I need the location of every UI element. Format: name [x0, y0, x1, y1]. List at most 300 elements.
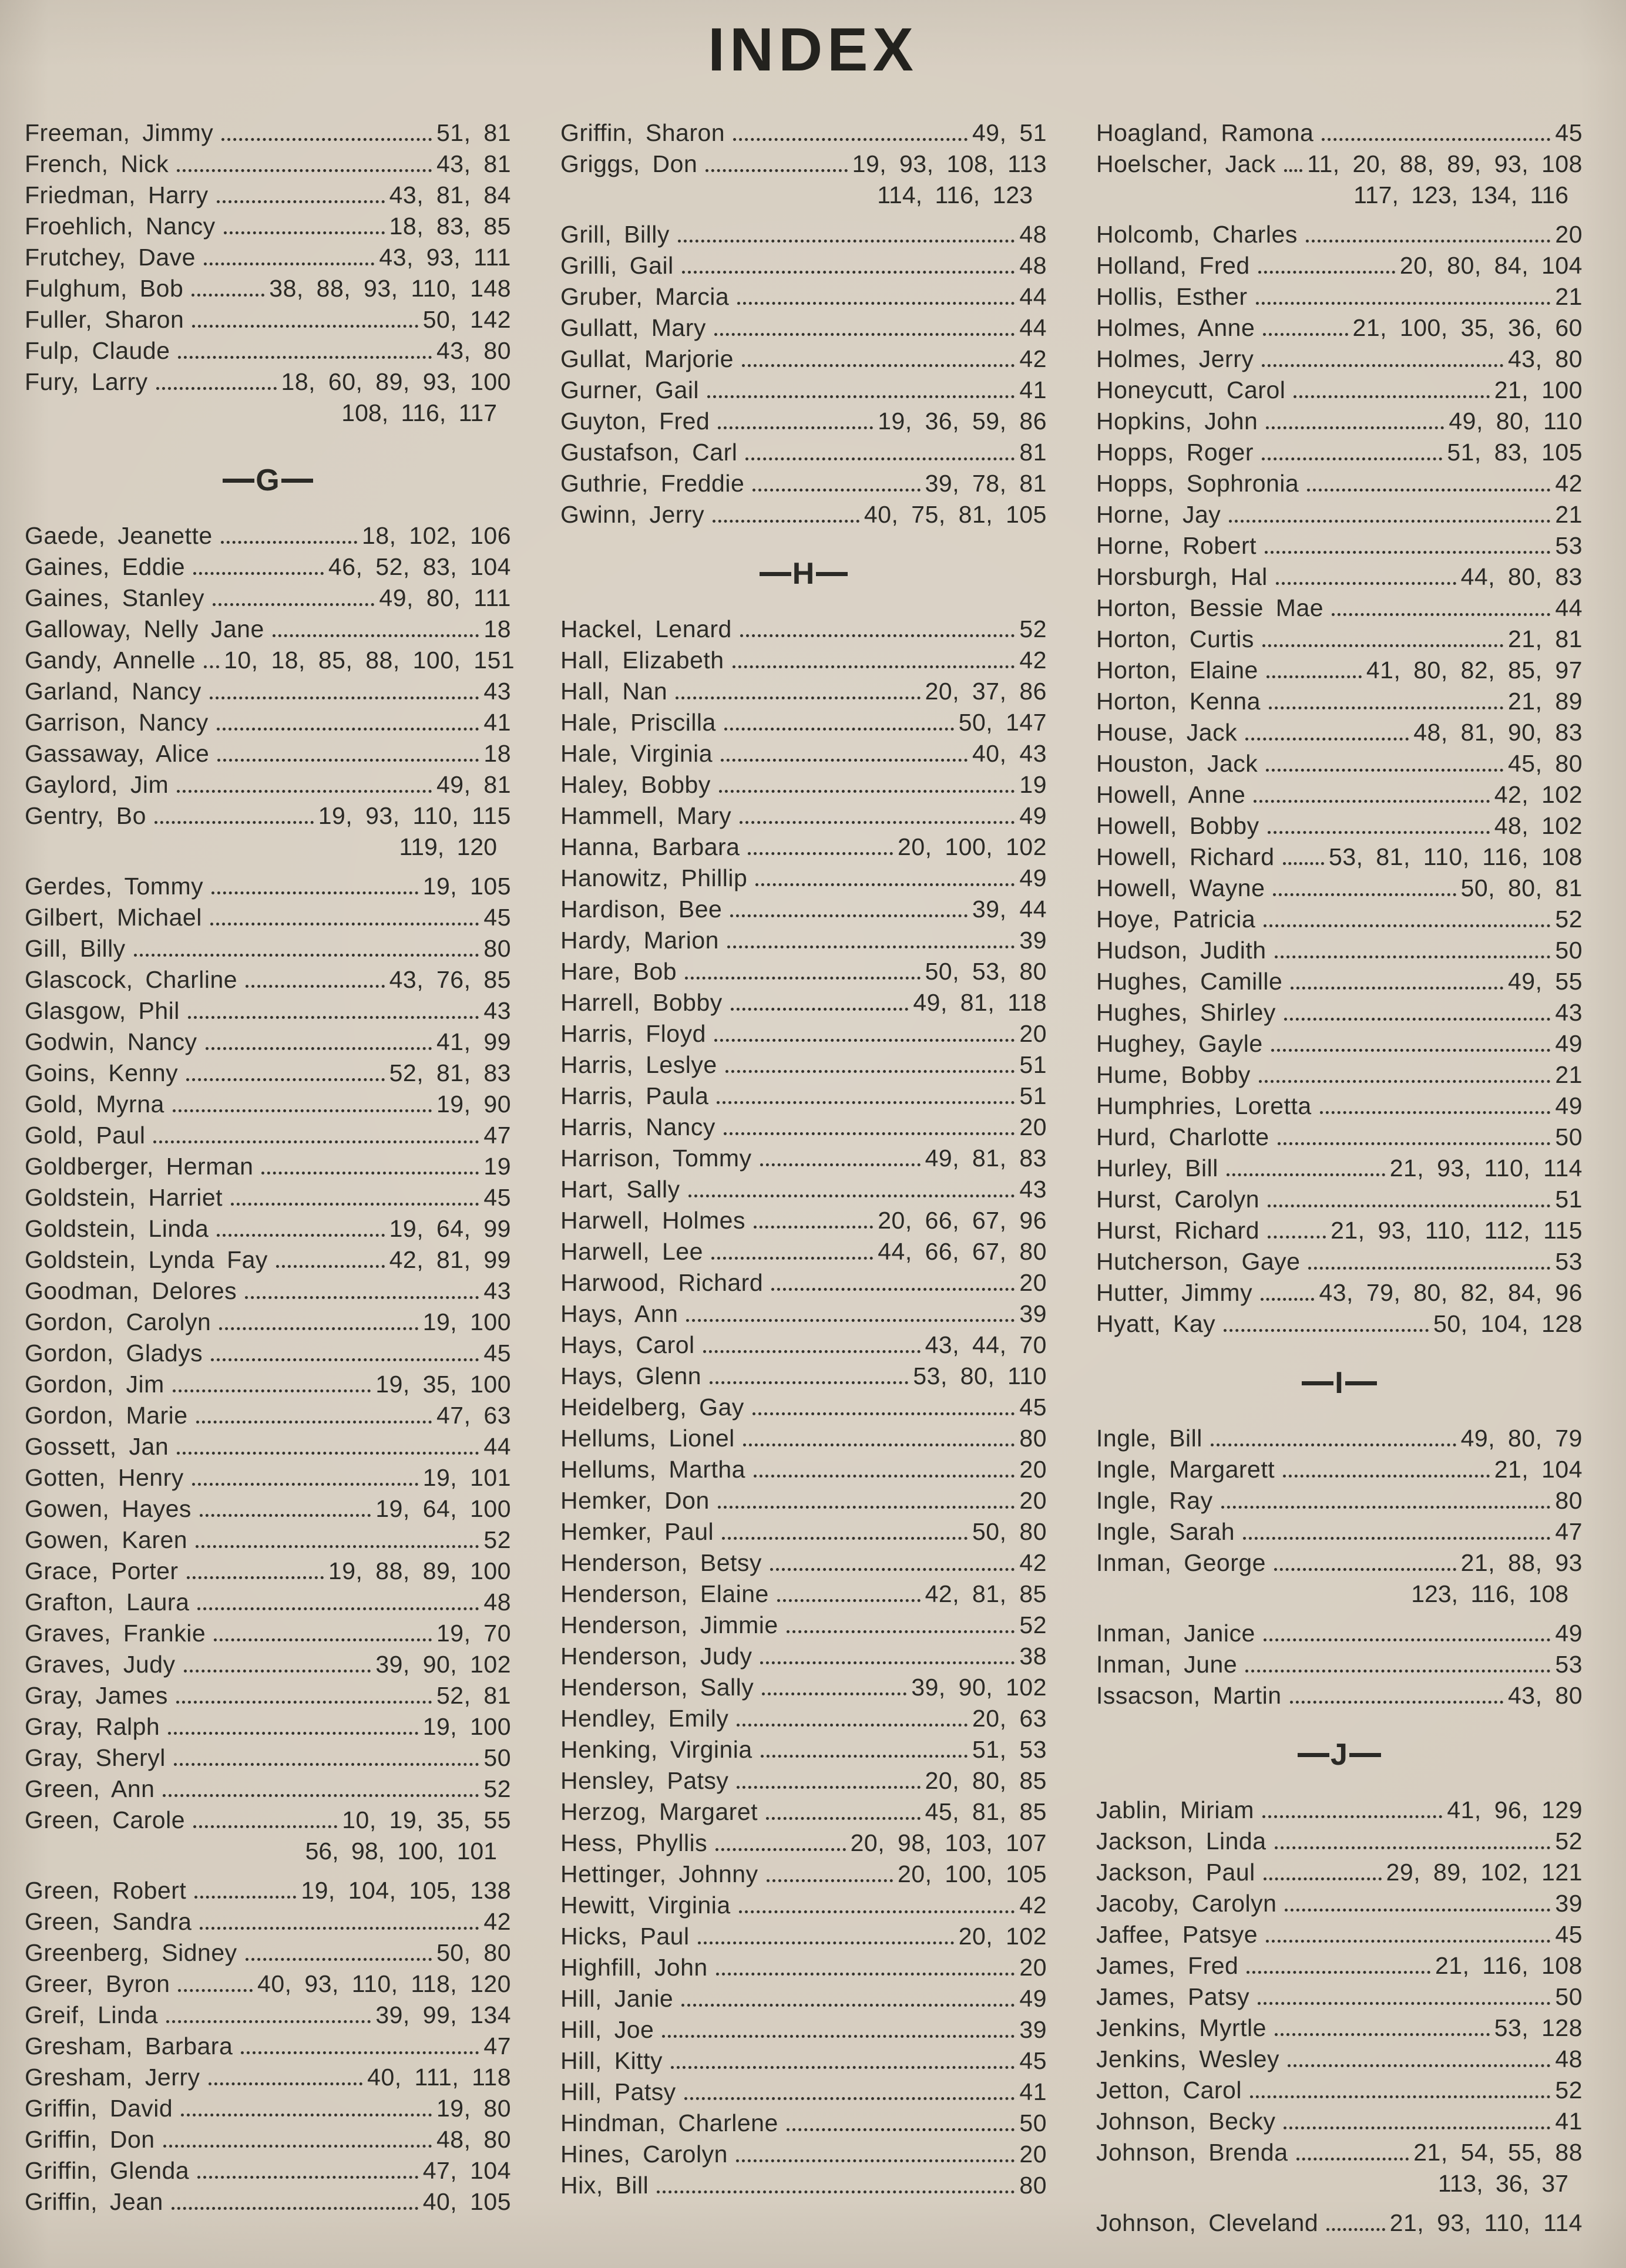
- index-entry: [560, 1082, 1047, 1113]
- entry-name: Hensley, Patsy: [560, 1767, 729, 1794]
- index-entry: [25, 1153, 511, 1184]
- index-entry: [1096, 1620, 1583, 1651]
- index-entry: [25, 1557, 511, 1589]
- index-entry: [560, 1892, 1047, 1923]
- dotted-leader: [711, 1257, 873, 1260]
- dotted-leader: [261, 1172, 479, 1175]
- entry-name: Hanowitz, Phillip: [560, 864, 748, 891]
- index-entry: [560, 1331, 1047, 1362]
- dotted-leader: [221, 541, 357, 544]
- entry-pages: 43, 81: [436, 150, 511, 177]
- dotted-leader: [172, 2207, 418, 2210]
- index-entry: [25, 1713, 511, 1744]
- index-entry: [1096, 1983, 1583, 2014]
- index-entry: [560, 1705, 1047, 1736]
- entry-name: Griffin, David: [25, 2095, 173, 2122]
- entry-pages: 21: [1555, 501, 1583, 528]
- dotted-leader: [1211, 1443, 1456, 1446]
- entry-pages: 52: [1555, 906, 1583, 933]
- dotted-leader: [241, 2051, 479, 2054]
- entry-name: Hettinger, Johnny: [560, 1860, 758, 1887]
- index-entry: [1096, 750, 1583, 781]
- dotted-leader: [787, 1630, 1015, 1633]
- index-entry: [1096, 688, 1583, 719]
- entry-pages: 21, 54, 55, 88: [1413, 2139, 1583, 2166]
- entry-pages: 49: [1555, 1620, 1583, 1647]
- entry-pages: 19, 93, 110, 115: [318, 802, 511, 829]
- entry-name: Johnson, Cleveland: [1096, 2209, 1319, 2236]
- index-entry: [25, 1682, 511, 1713]
- index-entry: [560, 771, 1047, 802]
- dotted-leader: [1262, 1815, 1442, 1818]
- dotted-leader: [1243, 1537, 1550, 1540]
- entry-pages: 50: [483, 1744, 511, 1771]
- dotted-leader: [177, 169, 432, 172]
- entry-pages: 20, 80, 84, 104: [1399, 252, 1583, 279]
- entry-name: James, Patsy: [1096, 1983, 1250, 2010]
- index-entry: [560, 833, 1047, 864]
- entry-name: Griggs, Don: [560, 150, 698, 177]
- dotted-leader: [219, 1327, 418, 1330]
- entry-pages: 52: [1019, 615, 1047, 642]
- entry-name: Jaffee, Patsye: [1096, 1921, 1258, 1948]
- index-entry: [25, 337, 511, 368]
- entry-pages: 20: [1019, 1456, 1047, 1483]
- entry-name: French, Nick: [25, 150, 169, 177]
- entry-pages: 53: [1555, 1651, 1583, 1678]
- dotted-leader: [714, 1039, 1015, 1042]
- entry-pages: 43, 81, 84: [389, 181, 511, 208]
- index-entry: [560, 1985, 1047, 2016]
- dotted-leader: [760, 1163, 920, 1166]
- entry-name: Hopps, Roger: [1096, 439, 1254, 466]
- entry-name: Gullat, Marjorie: [560, 345, 734, 372]
- entry-name: Griffin, Sharon: [560, 119, 725, 146]
- entry-name: Ingle, Sarah: [1096, 1518, 1235, 1545]
- entry-pages: 41, 96, 129: [1447, 1796, 1583, 1823]
- index-entry: [25, 1122, 511, 1153]
- dotted-leader: [762, 1692, 906, 1695]
- entry-pages: 18, 83, 85: [389, 213, 511, 240]
- index-entry: [25, 1744, 511, 1775]
- index-entry: [560, 615, 1047, 647]
- dotted-leader: [1278, 1142, 1551, 1145]
- page-title: INDEX: [708, 16, 918, 84]
- entry-name: Gilbert, Michael: [25, 904, 202, 931]
- index-entry: [1096, 1186, 1583, 1217]
- entry-name: Howell, Wayne: [1096, 874, 1265, 901]
- entry-name: Grilli, Gail: [560, 252, 674, 279]
- entry-pages: 48, 81, 90, 83: [1413, 719, 1583, 746]
- entry-name: Gwinn, Jerry: [560, 501, 705, 528]
- entry-pages: 45: [483, 904, 511, 931]
- entry-name: Jacoby, Carolyn: [1096, 1890, 1277, 1917]
- index-entry: [1096, 874, 1583, 906]
- dotted-leader: [1283, 862, 1324, 865]
- entry-name: Gill, Billy: [25, 935, 126, 962]
- dotted-leader: [1264, 924, 1550, 927]
- index-entry: [1096, 1217, 1583, 1248]
- dotted-leader: [177, 790, 432, 793]
- dotted-leader: [1250, 2095, 1550, 2098]
- index-entry: [25, 1184, 511, 1215]
- entry-pages: 20: [1019, 1954, 1047, 1981]
- entry-name: Holmes, Anne: [1096, 314, 1255, 341]
- dotted-leader: [1268, 1204, 1550, 1207]
- dotted-leader: [154, 821, 314, 824]
- index-entry: [560, 802, 1047, 833]
- index-entry: [560, 927, 1047, 958]
- entry-pages: 39, 90, 102: [911, 1674, 1047, 1701]
- dotted-leader: [724, 1132, 1015, 1135]
- entry-name: Holland, Fred: [1096, 252, 1250, 279]
- index-entry: [560, 1829, 1047, 1860]
- index-entry: [1096, 439, 1583, 470]
- section-dash-icon: [1302, 1381, 1333, 1385]
- dotted-leader: [204, 263, 374, 265]
- entry-pages: 19, 100: [422, 1713, 511, 1740]
- entry-name: Hurst, Carolyn: [1096, 1186, 1260, 1213]
- entry-name: Hopps, Sophronia: [1096, 470, 1299, 497]
- entry-name: Hare, Bob: [560, 958, 677, 985]
- entry-name: Harwell, Holmes: [560, 1207, 745, 1234]
- dotted-leader: [192, 1483, 418, 1486]
- entry-name: Gossett, Jan: [25, 1433, 169, 1460]
- entry-name: Gordon, Marie: [25, 1402, 188, 1429]
- entry-name: Hays, Glenn: [560, 1362, 702, 1389]
- entry-pages-continuation: 56, 98, 100, 101: [305, 1838, 497, 1865]
- entry-name: Hale, Priscilla: [560, 709, 716, 736]
- index-entry: [1096, 408, 1583, 439]
- index-entry: [1096, 2014, 1583, 2045]
- dotted-leader: [733, 138, 967, 141]
- entry-pages: 51, 53: [972, 1736, 1047, 1763]
- index-entry: [560, 1020, 1047, 1051]
- entry-name: Froehlich, Nancy: [25, 213, 216, 240]
- dotted-leader: [217, 759, 479, 762]
- index-entry: [1096, 843, 1583, 874]
- entry-pages: 18: [483, 615, 511, 642]
- index-entry: [1096, 470, 1583, 501]
- index-entry: [25, 2188, 511, 2219]
- entry-name: Inman, George: [1096, 1549, 1266, 1576]
- entry-pages: 20, 102: [958, 1923, 1047, 1950]
- entry-name: Henderson, Jimmie: [560, 1611, 778, 1638]
- entry-pages: 21, 89: [1508, 688, 1583, 715]
- index-entry: [560, 2078, 1047, 2109]
- section-dash-icon: [1349, 1753, 1381, 1757]
- dotted-leader: [1322, 138, 1550, 141]
- entry-pages: 39, 90, 102: [375, 1651, 511, 1678]
- entry-pages: 48: [1019, 252, 1047, 279]
- dotted-leader: [217, 1234, 384, 1237]
- entry-pages: 19, 101: [422, 1464, 511, 1491]
- index-entry: [25, 771, 511, 802]
- entry-pages: 51: [1555, 1186, 1583, 1213]
- dotted-leader: [210, 923, 479, 926]
- entry-pages: 43, 80: [436, 337, 511, 364]
- entry-pages: 21, 116, 108: [1435, 1952, 1583, 1979]
- dotted-leader: [713, 520, 859, 523]
- dotted-leader: [662, 2035, 1014, 2038]
- index-entry: [1096, 812, 1583, 843]
- entry-pages: 44: [1019, 314, 1047, 341]
- entry-name: Hurst, Richard: [1096, 1217, 1260, 1244]
- index-entry: [1096, 2077, 1583, 2108]
- entry-name: Inman, June: [1096, 1651, 1238, 1678]
- entry-pages: 50, 80, 81: [1460, 874, 1583, 901]
- entry-pages: 52: [483, 1775, 511, 1802]
- entry-name: Garland, Nancy: [25, 678, 201, 705]
- index-entry: [1096, 2045, 1583, 2077]
- entry-name: Hoagland, Ramona: [1096, 119, 1314, 146]
- dotted-leader: [722, 1537, 967, 1540]
- dotted-leader: [197, 2176, 418, 2179]
- index-entry: [560, 1860, 1047, 1892]
- dotted-leader: [727, 945, 1014, 948]
- entry-pages: 38: [1019, 1643, 1047, 1670]
- entry-name: Friedman, Harry: [25, 181, 209, 208]
- index-entry: [560, 864, 1047, 896]
- entry-pages: 48: [1555, 2045, 1583, 2072]
- entry-pages: 49: [1019, 864, 1047, 891]
- entry-pages: 42: [1019, 647, 1047, 674]
- entry-pages: 44, 80, 83: [1460, 563, 1583, 590]
- entry-pages: 19, 80: [436, 2095, 511, 2122]
- entry-pages: 53: [1555, 1248, 1583, 1275]
- entry-pages: 42, 81, 85: [925, 1580, 1047, 1607]
- entry-name: Ingle, Margarett: [1096, 1456, 1275, 1483]
- entry-pages: 20: [1019, 1113, 1047, 1140]
- entry-name: Henderson, Judy: [560, 1643, 752, 1670]
- entry-pages: 21: [1555, 1061, 1583, 1088]
- entry-name: Goodman, Delores: [25, 1277, 237, 1304]
- index-entry: [25, 740, 511, 771]
- entry-pages: 51: [1019, 1082, 1047, 1109]
- dotted-leader: [197, 1607, 479, 1610]
- dotted-leader: [173, 1389, 371, 1392]
- index-entry: [1096, 2139, 1583, 2170]
- dotted-leader: [766, 1817, 920, 1820]
- entry-pages: 44: [1555, 594, 1583, 621]
- entry-pages: 42: [1555, 470, 1583, 497]
- section-dash-icon: [760, 572, 791, 576]
- index-entry: [1096, 937, 1583, 968]
- entry-name: Harris, Floyd: [560, 1020, 706, 1047]
- entry-pages: 43, 80: [1508, 1682, 1583, 1709]
- dotted-leader: [717, 1101, 1014, 1104]
- dotted-leader: [213, 603, 374, 606]
- entry-pages: 43: [483, 1277, 511, 1304]
- entry-pages-continuation: 108, 116, 117: [341, 399, 497, 426]
- entry-pages: 29, 89, 102, 121: [1386, 1859, 1583, 1886]
- entry-name: Harrell, Bobby: [560, 989, 723, 1016]
- entry-name: Godwin, Nancy: [25, 1028, 197, 1055]
- dotted-leader: [1264, 1877, 1382, 1880]
- index-entry: [560, 2016, 1047, 2047]
- dotted-leader: [761, 1755, 967, 1758]
- dotted-leader: [177, 1452, 479, 1455]
- entry-pages: 10, 18, 85, 88, 100, 151: [224, 647, 515, 674]
- entry-pages: 20, 80, 85: [925, 1767, 1047, 1794]
- index-entry: [1096, 314, 1583, 345]
- section-header-j: [1096, 1713, 1583, 1796]
- entry-pages: 47: [1555, 1518, 1583, 1545]
- index-entry: [25, 2095, 511, 2126]
- dotted-leader: [1274, 1568, 1456, 1571]
- entry-pages: 50, 80: [436, 1939, 511, 1966]
- dotted-leader: [752, 489, 920, 492]
- entry-name: Hughes, Shirley: [1096, 999, 1276, 1026]
- index-entry: [560, 283, 1047, 314]
- dotted-leader: [245, 1296, 479, 1299]
- entry-pages: 19, 64, 99: [389, 1215, 511, 1242]
- index-entry: [560, 958, 1047, 989]
- index-entry: [560, 150, 1047, 181]
- index-entry: [560, 989, 1047, 1020]
- entry-pages: 40, 93, 110, 118, 120: [257, 1970, 511, 1997]
- entry-name: Hanna, Barbara: [560, 833, 740, 860]
- index-entry: [25, 2001, 511, 2033]
- dotted-leader: [787, 2128, 1015, 2131]
- index-entry: [1096, 563, 1583, 594]
- dotted-leader: [1266, 675, 1362, 678]
- entry-name: James, Fred: [1096, 1952, 1239, 1979]
- dotted-leader: [1284, 1018, 1550, 1021]
- dotted-leader: [1265, 551, 1550, 554]
- dotted-leader: [231, 1203, 479, 1206]
- index-entry: [560, 1176, 1047, 1207]
- index-entry: [1096, 1123, 1583, 1155]
- entry-pages: 47, 104: [422, 2157, 511, 2184]
- entry-pages: 52: [1555, 2077, 1583, 2104]
- dotted-leader: [748, 852, 893, 855]
- entry-pages: 50: [1555, 1123, 1583, 1150]
- dotted-leader: [777, 1599, 920, 1602]
- entry-pages: 53, 80, 110: [913, 1362, 1047, 1389]
- entry-name: Grace, Porter: [25, 1557, 179, 1584]
- index-entry: [560, 1456, 1047, 1487]
- entry-pages: 50, 147: [958, 709, 1047, 736]
- entry-name: Holcomb, Charles: [1096, 221, 1298, 248]
- dotted-leader: [192, 325, 418, 328]
- index-entry: [1096, 1682, 1583, 1713]
- dotted-leader: [194, 1896, 296, 1899]
- index-entry: [1096, 968, 1583, 999]
- index-entry: [560, 2047, 1047, 2078]
- entry-pages: 53, 81, 110, 116, 108: [1329, 843, 1583, 870]
- index-entry: [1096, 2209, 1583, 2240]
- entry-name: Honeycutt, Carol: [1096, 376, 1286, 403]
- entry-name: Galloway, Nelly Jane: [25, 615, 264, 642]
- index-entry: [1096, 252, 1583, 283]
- entry-pages: 42: [1019, 345, 1047, 372]
- index-entry: [560, 1923, 1047, 1954]
- entry-name: Gordon, Gladys: [25, 1340, 203, 1367]
- entry-pages: 50, 104, 128: [1433, 1310, 1583, 1337]
- entry-pages: 41: [1555, 2108, 1583, 2135]
- entry-name: Gowen, Hayes: [25, 1495, 192, 1522]
- entry-pages: 21, 81: [1508, 625, 1583, 652]
- dotted-leader: [211, 891, 418, 894]
- dotted-leader: [1291, 987, 1503, 990]
- index-entry: [25, 1277, 511, 1308]
- entry-pages: 40, 43: [972, 740, 1047, 767]
- index-entry: [1096, 1952, 1583, 1983]
- index-entry: [560, 2109, 1047, 2141]
- index-entry: [560, 1674, 1047, 1705]
- dotted-leader: [1266, 426, 1444, 429]
- entry-pages: 43, 93, 111: [379, 244, 511, 271]
- entry-pages: 42, 102: [1494, 781, 1583, 808]
- entry-name: Hollis, Esther: [1096, 283, 1248, 310]
- index-entry: [560, 376, 1047, 408]
- entry-pages: 21, 100, 35, 36, 60: [1352, 314, 1583, 341]
- entry-name: Griffin, Jean: [25, 2188, 163, 2215]
- dotted-leader: [178, 356, 432, 359]
- index-entry: [25, 678, 511, 709]
- entry-pages: 48: [1019, 221, 1047, 248]
- dotted-leader: [1269, 706, 1503, 709]
- entry-pages: 19, 105: [422, 873, 511, 900]
- dotted-leader: [1285, 1909, 1550, 1912]
- entry-pages: 43: [483, 678, 511, 705]
- entry-pages: 49: [1555, 1030, 1583, 1057]
- entry-name: Horne, Robert: [1096, 532, 1257, 559]
- entry-name: Hays, Ann: [560, 1300, 678, 1327]
- dotted-leader: [671, 2066, 1014, 2069]
- entry-pages: 44: [1019, 283, 1047, 310]
- dotted-leader: [193, 572, 324, 575]
- index-entry: [25, 647, 515, 678]
- entry-name: Glasgow, Phil: [25, 997, 180, 1024]
- entry-name: Howell, Richard: [1096, 843, 1275, 870]
- dotted-leader: [224, 231, 385, 234]
- entry-name: Hellums, Lionel: [560, 1425, 735, 1452]
- entry-pages: 80: [483, 935, 511, 962]
- dotted-leader: [740, 634, 1015, 637]
- entry-name: Jackson, Linda: [1096, 1828, 1266, 1855]
- entry-pages: 40, 105: [422, 2188, 511, 2215]
- entry-name: Hays, Carol: [560, 1331, 695, 1358]
- dotted-leader: [196, 1545, 479, 1548]
- index-entry: [25, 1402, 511, 1433]
- entry-name: Hill, Joe: [560, 2016, 654, 2043]
- index-entry: [560, 1362, 1047, 1394]
- entry-name: Hume, Bobby: [1096, 1061, 1251, 1088]
- dotted-leader: [1284, 2126, 1550, 2129]
- index-entry: [25, 615, 511, 647]
- dotted-leader: [1275, 2033, 1490, 2036]
- index-entry: [1096, 1456, 1583, 1487]
- dotted-leader: [186, 1078, 384, 1081]
- index-entry: [25, 368, 511, 399]
- entry-name: Green, Carole: [25, 1806, 186, 1833]
- entry-pages: 42: [483, 1908, 511, 1935]
- dotted-leader: [1283, 1475, 1490, 1478]
- index-entry: [25, 150, 511, 181]
- dotted-leader: [703, 1350, 920, 1353]
- dotted-leader: [1229, 520, 1550, 523]
- entry-name: Hardison, Bee: [560, 896, 723, 923]
- dotted-leader: [719, 790, 1015, 793]
- entry-pages: 21: [1555, 283, 1583, 310]
- index-entry: [1096, 1155, 1583, 1186]
- index-entry: [1096, 345, 1583, 376]
- section-letter: G: [256, 463, 280, 497]
- section-dash-icon: [816, 572, 848, 576]
- index-entry: [25, 966, 511, 997]
